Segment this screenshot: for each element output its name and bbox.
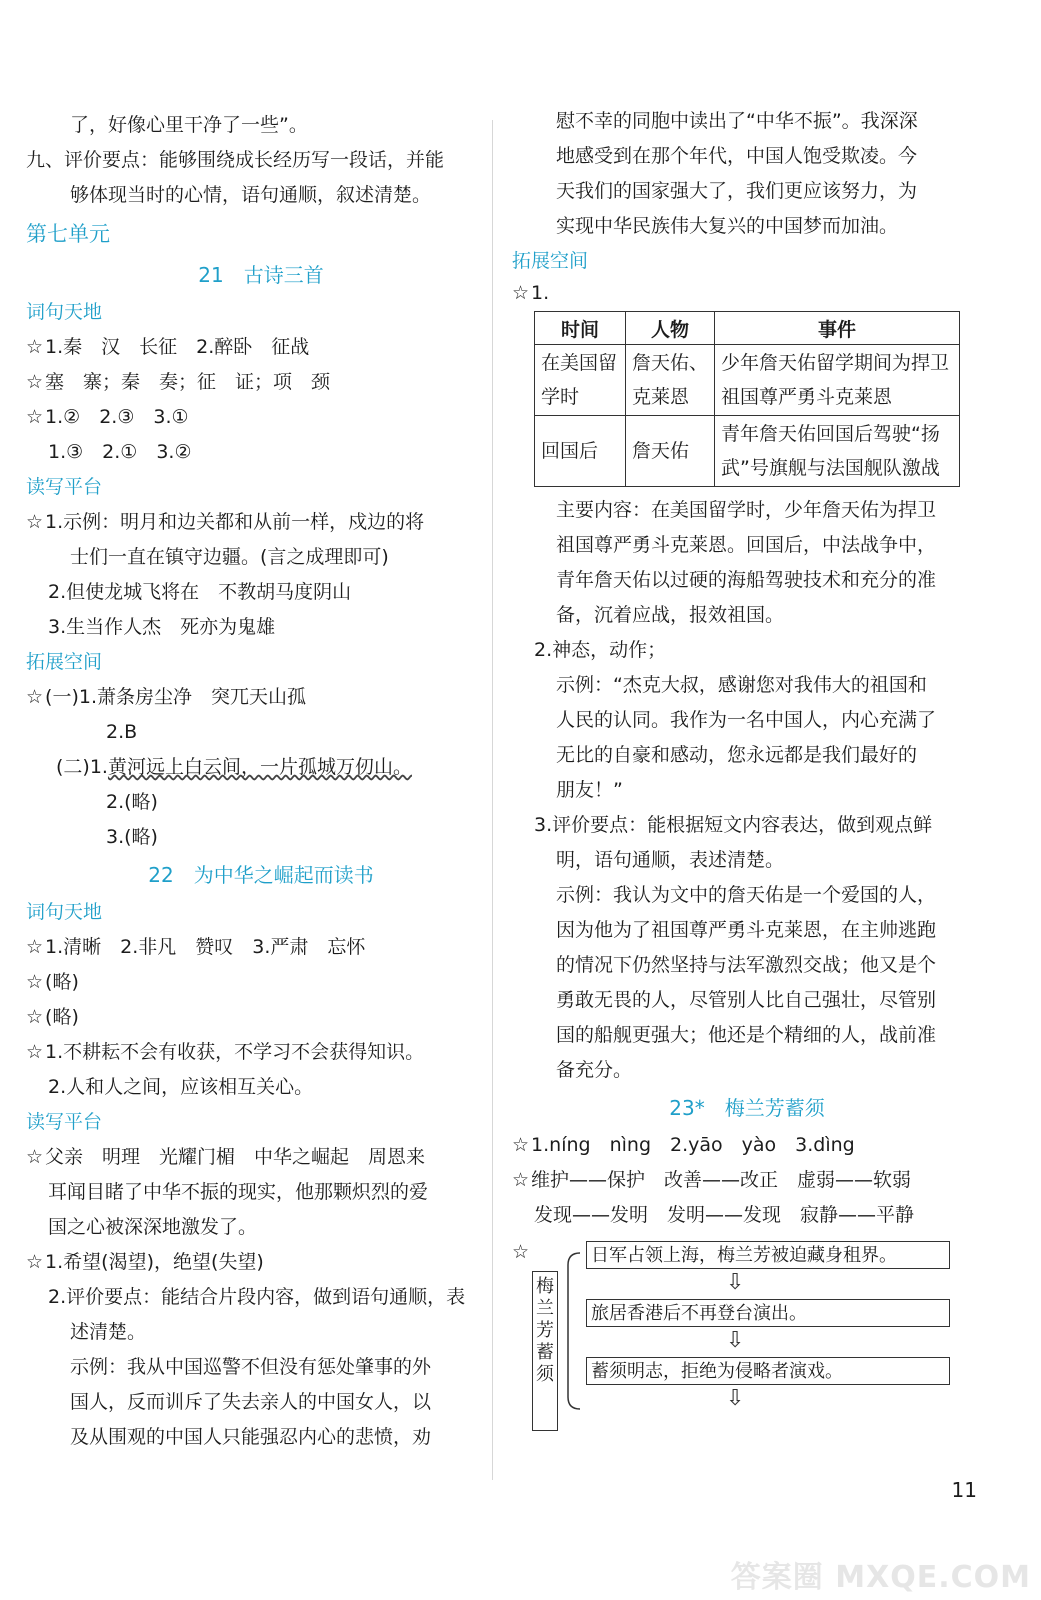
star-icon: ☆ — [512, 282, 530, 304]
answer-line: 祖国尊严勇斗克莱恩。回国后，中法战争中， — [556, 534, 937, 556]
star-icon: ☆ — [26, 336, 44, 358]
answer-line: 人民的认同。我作为一名中国人，内心充满了 — [556, 709, 937, 731]
star-icon: ☆ — [512, 1169, 530, 1191]
answer-line: 国的船舰更强大；他还是个精细的人，战前准 — [556, 1024, 937, 1046]
answer-text: 1.不耕耘不会有收获，不学习不会获得知识。 — [45, 1041, 425, 1063]
star-icon: ☆ — [26, 686, 44, 708]
right-column — [512, 104, 982, 1447]
down-arrow-icon: ⇩ — [726, 1386, 745, 1411]
answer-line: 实现中华民族伟大复兴的中国梦而加油。 — [556, 215, 899, 237]
table-header: 事件 — [715, 312, 960, 345]
answer-line: 2.评价要点：能结合片段内容，做到语句通顺，表 — [48, 1286, 466, 1308]
section-heading: 读写平台 — [26, 476, 103, 498]
table-cell: 少年詹天佑留学期间为捍卫祖国尊严勇斗克莱恩 — [715, 345, 960, 416]
star-icon: ☆ — [26, 511, 44, 533]
flow-chart — [512, 1237, 982, 1447]
answer-line: 的情况下仍然坚持与法军激烈交战；他又是个 — [556, 954, 937, 976]
table-row — [535, 345, 960, 416]
left-column — [26, 108, 496, 1455]
star-icon: ☆ — [26, 971, 44, 993]
answer-line: 天我们的国家强大了，我们更应该努力，为 — [556, 180, 918, 202]
table-header: 人物 — [626, 312, 715, 345]
table-header: 时间 — [535, 312, 626, 345]
answer-line: 了，好像心里干净了一些”。 — [70, 114, 308, 136]
answer-line: 九、评价要点：能够围绕成长经历写一段话，并能 — [26, 149, 445, 171]
answer-text: (略) — [45, 1006, 79, 1028]
table-cell: 回国后 — [535, 416, 626, 487]
answer-line: 够体现当时的心情，语句通顺，叙述清楚。 — [70, 184, 432, 206]
answer-text: 塞 寨；秦 奏；征 证；项 颈 — [45, 371, 331, 393]
down-arrow-icon: ⇩ — [726, 1328, 745, 1353]
section-heading: 读写平台 — [26, 1111, 103, 1133]
answer-text: 1.② 2.③ 3.① — [45, 406, 189, 428]
answer-line: 示例：我认为文中的詹天佑是一个爱国的人， — [556, 884, 937, 906]
table-cell: 詹天佑 — [626, 416, 715, 487]
lesson-title: 21 古诗三首 — [198, 263, 324, 287]
lesson-title: 23* 梅兰芳蓄须 — [669, 1096, 825, 1120]
star-icon: ☆ — [512, 1241, 530, 1263]
answer-line: 示例：我从中国巡警不但没有惩处肇事的外 — [70, 1356, 432, 1378]
answer-line: 勇敢无畏的人，尽管别人比自己强壮，尽管别 — [556, 989, 937, 1011]
answer-line: 2.神态，动作； — [534, 639, 667, 661]
answer-line: 主要内容：在美国留学时，少年詹天佑为捍卫 — [556, 499, 937, 521]
answer-line: 地感受到在那个年代，中国人饱受欺凌。今 — [556, 145, 918, 167]
answer-line: 耳闻目睹了中华不振的现实，他那颗炽烈的爱 — [48, 1181, 429, 1203]
answer-line: 2.B — [106, 721, 138, 743]
answer-text: 1.希望(渴望)，绝望(失望) — [45, 1251, 264, 1273]
answer-line: 朋友！” — [556, 779, 623, 801]
answer-line: 青年詹天佑以过硬的海船驾驶技术和充分的准 — [556, 569, 937, 591]
section-heading: 词句天地 — [26, 901, 103, 923]
answer-line: 备，沉着应战，报效祖国。 — [556, 604, 785, 626]
answer-text: 1. — [531, 282, 550, 304]
answer-line: 1.③ 2.① 3.② — [48, 441, 192, 463]
page-number: 11 — [951, 1478, 977, 1502]
answer-line: 2.人和人之间，应该相互关心。 — [48, 1076, 314, 1098]
unit-title: 第七单元 — [26, 222, 110, 246]
answer-text: (二)1. — [56, 756, 108, 778]
flow-box: 蓄须明志，拒绝为侵略者演戏。 — [586, 1357, 950, 1385]
answer-text: 维护——保护 改善——改正 虚弱——软弱 — [531, 1169, 912, 1191]
answer-line: 3.评价要点：能根据短文内容表达，做到观点鲜 — [534, 814, 933, 836]
section-heading: 词句天地 — [26, 301, 103, 323]
answer-text: 1.清晰 2.非凡 赞叹 3.严肃 忘怀 — [45, 936, 366, 958]
star-icon: ☆ — [26, 1251, 44, 1273]
lesson-title: 22 为中华之崛起而读书 — [148, 863, 374, 887]
answer-line: 无比的自豪和感动，您永远都是我们最好的 — [556, 744, 918, 766]
star-icon: ☆ — [26, 371, 44, 393]
answer-line: 士们一直在镇守边疆。(言之成理即可) — [70, 546, 389, 568]
answer-line: 2.(略) — [106, 791, 158, 813]
answer-line: 国人，反而训斥了失去亲人的中国女人，以 — [70, 1391, 432, 1413]
table-cell: 青年詹天佑回国后驾驶“扬武”号旗舰与法国舰队激战 — [715, 416, 960, 487]
answer-text: (一)1.萧条房尘净 突兀天山孤 — [45, 686, 307, 708]
star-icon: ☆ — [26, 936, 44, 958]
answer-line: 备充分。 — [556, 1059, 633, 1081]
section-heading: 拓展空间 — [512, 250, 589, 272]
answer-line: 发现——发明 发明——发现 寂静——平静 — [534, 1204, 915, 1226]
flow-box: 旅居香港后不再登台演出。 — [586, 1299, 950, 1327]
answer-line: 述清楚。 — [70, 1321, 147, 1343]
star-icon: ☆ — [26, 1146, 44, 1168]
flow-box: 日军占领上海，梅兰芳被迫藏身租界。 — [586, 1241, 950, 1269]
table-cell: 詹天佑、克莱恩 — [626, 345, 715, 416]
answer-line: 国之心被深深地激发了。 — [48, 1216, 258, 1238]
table-row — [535, 416, 960, 487]
answer-line: 3.生当作人杰 死亦为鬼雄 — [48, 616, 276, 638]
answer-line: 及从围观的中国人只能强忍内心的悲愤，劝 — [70, 1426, 432, 1448]
answer-line: 因为他为了祖国尊严勇斗克莱恩，在主帅逃跑 — [556, 919, 937, 941]
answer-text: (略) — [45, 971, 79, 993]
answer-line: 2.但使龙城飞将在 不教胡马度阴山 — [48, 581, 352, 603]
star-icon: ☆ — [26, 1006, 44, 1028]
events-table — [534, 311, 960, 487]
watermark: 答案圈 MXQE.COM — [730, 1560, 1031, 1595]
answer-text: 1.示例：明月和边关都和从前一样，戍边的将 — [45, 511, 425, 533]
down-arrow-icon: ⇩ — [726, 1270, 745, 1295]
star-icon: ☆ — [26, 1041, 44, 1063]
answer-line: 示例：“杰克大叔，感谢您对我伟大的祖国和 — [556, 674, 927, 696]
underlined-answer: 黄河远上白云间，一片孤城万仞山。 — [107, 756, 412, 778]
answer-text: 父亲 明理 光耀门楣 中华之崛起 周恩来 — [45, 1146, 426, 1168]
bracket-icon — [564, 1251, 582, 1411]
section-heading: 拓展空间 — [26, 651, 103, 673]
table-cell: 在美国留学时 — [535, 345, 626, 416]
flow-side-label: 梅兰芳蓄须 — [532, 1271, 558, 1431]
star-icon: ☆ — [512, 1134, 530, 1156]
answer-line: 明，语句通顺，表述清楚。 — [556, 849, 785, 871]
star-icon: ☆ — [26, 406, 44, 428]
answer-text: 1.níng nìng 2.yāo yào 3.dìng — [531, 1134, 855, 1156]
answer-line: 慰不幸的同胞中读出了“中华不振”。我深深 — [556, 110, 918, 132]
table-header-row — [535, 312, 960, 345]
answer-text: 1.秦 汉 长征 2.醉卧 征战 — [45, 336, 310, 358]
answer-line: 3.(略) — [106, 826, 158, 848]
